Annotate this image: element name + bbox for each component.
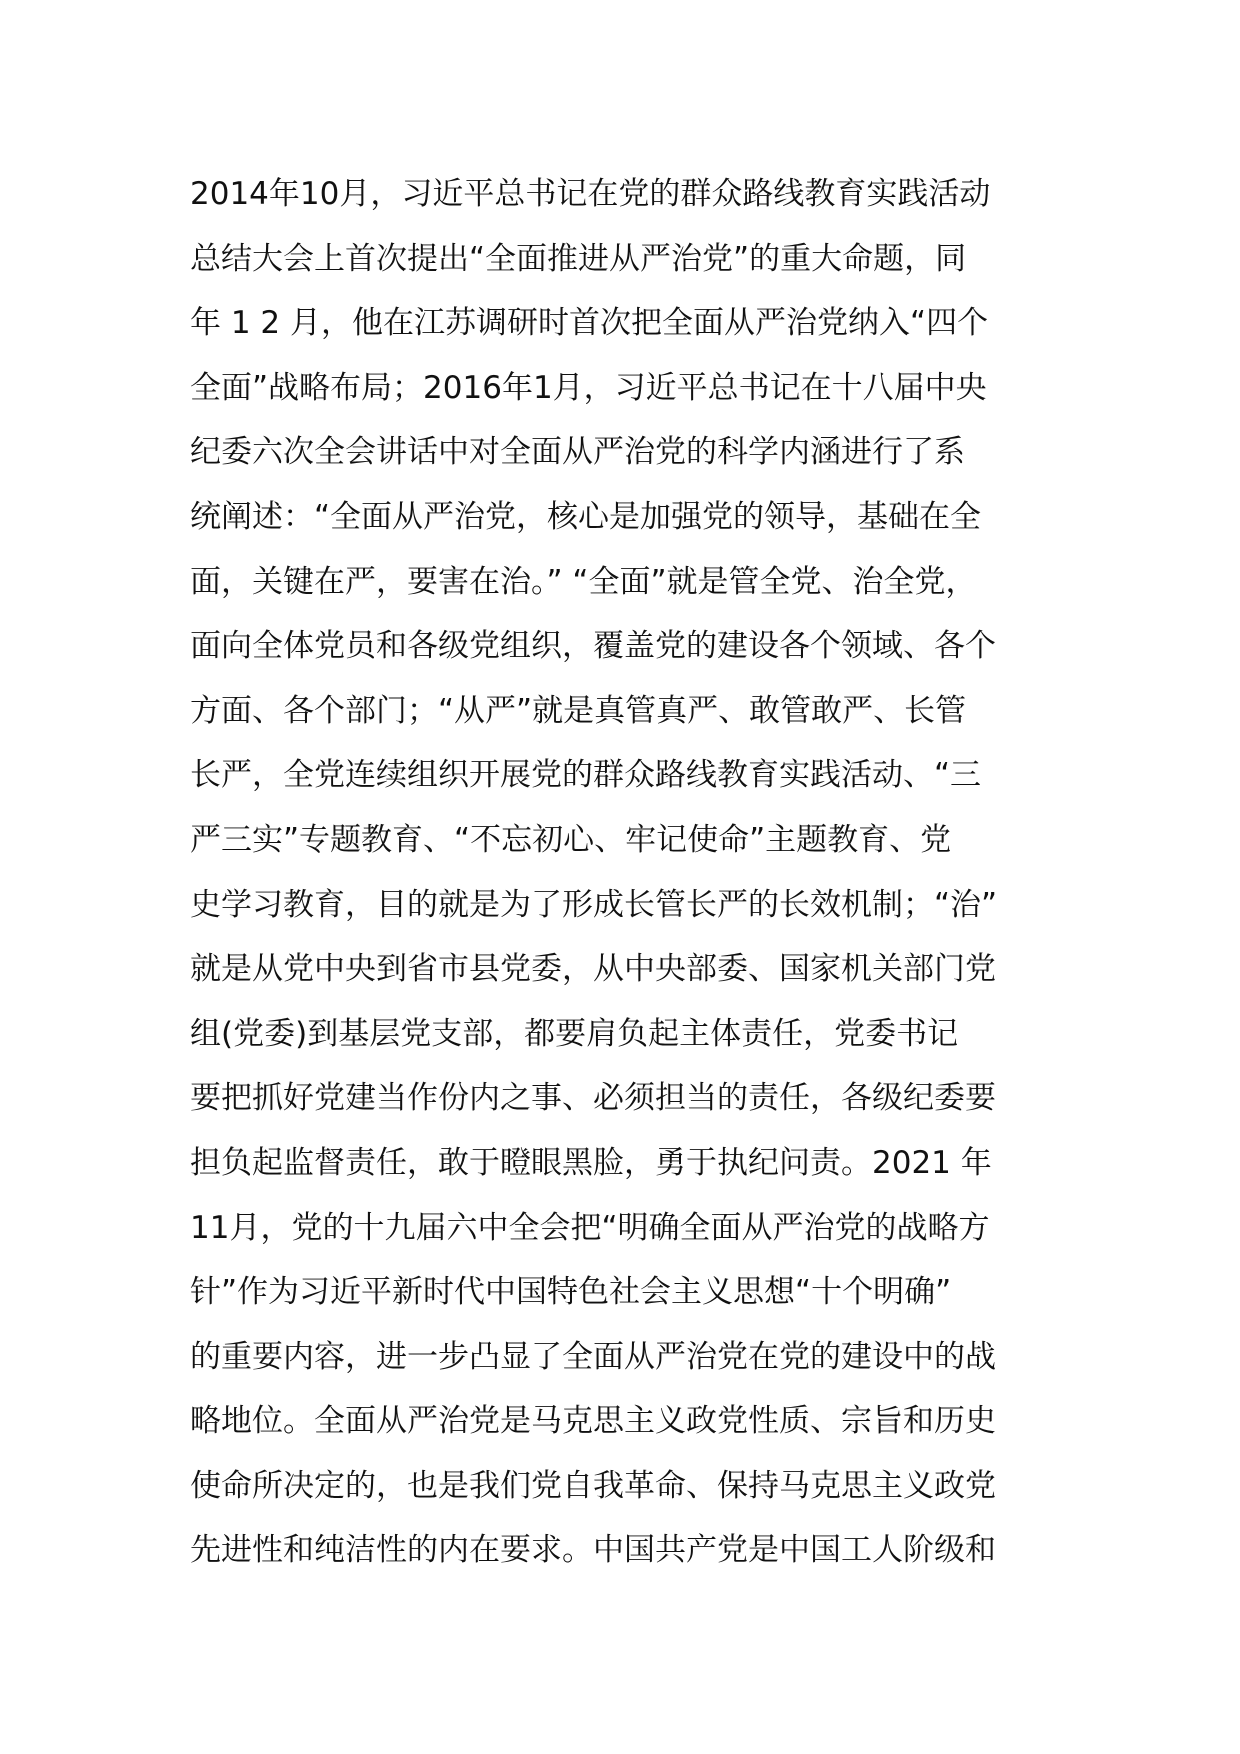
text-line: 严三实”专题教育、“不忘初心、牢记使命”主题教育、党: [190, 821, 952, 858]
text-line: 统阐述：“全面从严治党，核心是加强党的领导，基础在全: [190, 498, 982, 535]
text-line: 年 1 2 月，他在江苏调研时首次把全面从严治党纳入“四个: [190, 305, 989, 342]
text-line: 总结大会上首次提出“全面推进从严治党”的重大命题，同: [190, 240, 967, 277]
text-line: 面向全体党员和各级党组织，覆盖党的建设各个领域、各个: [190, 628, 996, 665]
text-line: 略地位。全面从严治党是马克思主义政党性质、宗旨和历史: [190, 1403, 996, 1440]
text-line: 史学习教育，目的就是为了形成长管长严的长效机制；“治”: [190, 886, 998, 923]
text-line: 组(党委)到基层党支部，都要肩负起主体责任，党委书记: [190, 1015, 959, 1052]
text-line: 全面”战略布局；2016年1月，习近平总书记在十八届中央: [190, 369, 987, 406]
text-line: 方面、各个部门；“从严”就是真管真严、敢管敢严、长管: [190, 692, 967, 729]
text-line: 针”作为习近平新时代中国特色社会主义思想“十个明确”: [190, 1274, 952, 1311]
text-line: 11月，党的十九届六中全会把“明确全面从严治党的战略方: [190, 1209, 990, 1246]
text-line: 担负起监督责任，敢于瞪眼黑脸，勇于执纪问责。2021 年: [190, 1144, 992, 1181]
text-line: 纪委六次全会讲话中对全面从严治党的科学内涵进行了系: [190, 434, 965, 471]
text-line: 面，关键在严，要害在治。” “全面”就是管全党、治全党，: [190, 563, 977, 600]
text-line: 就是从党中央到省市县党委，从中央部委、国家机关部门党: [190, 951, 996, 988]
text-line: 使命所决定的，也是我们党自我革命、保持马克思主义政党: [190, 1467, 996, 1504]
text-line: 要把抓好党建当作份内之事、必须担当的责任，各级纪委要: [190, 1080, 996, 1117]
text-line: 2014年10月，习近平总书记在党的群众路线教育实践活动: [190, 176, 991, 212]
text-line: 的重要内容，进一步凸显了全面从严治党在党的建设中的战: [190, 1338, 996, 1375]
body-paragraph: [190, 162, 1090, 1583]
text-line: 先进性和纯洁性的内在要求。中国共产党是中国工人阶级和: [190, 1532, 996, 1569]
text-line: 长严，全党连续组织开展党的群众路线教育实践活动、“三: [190, 757, 982, 794]
